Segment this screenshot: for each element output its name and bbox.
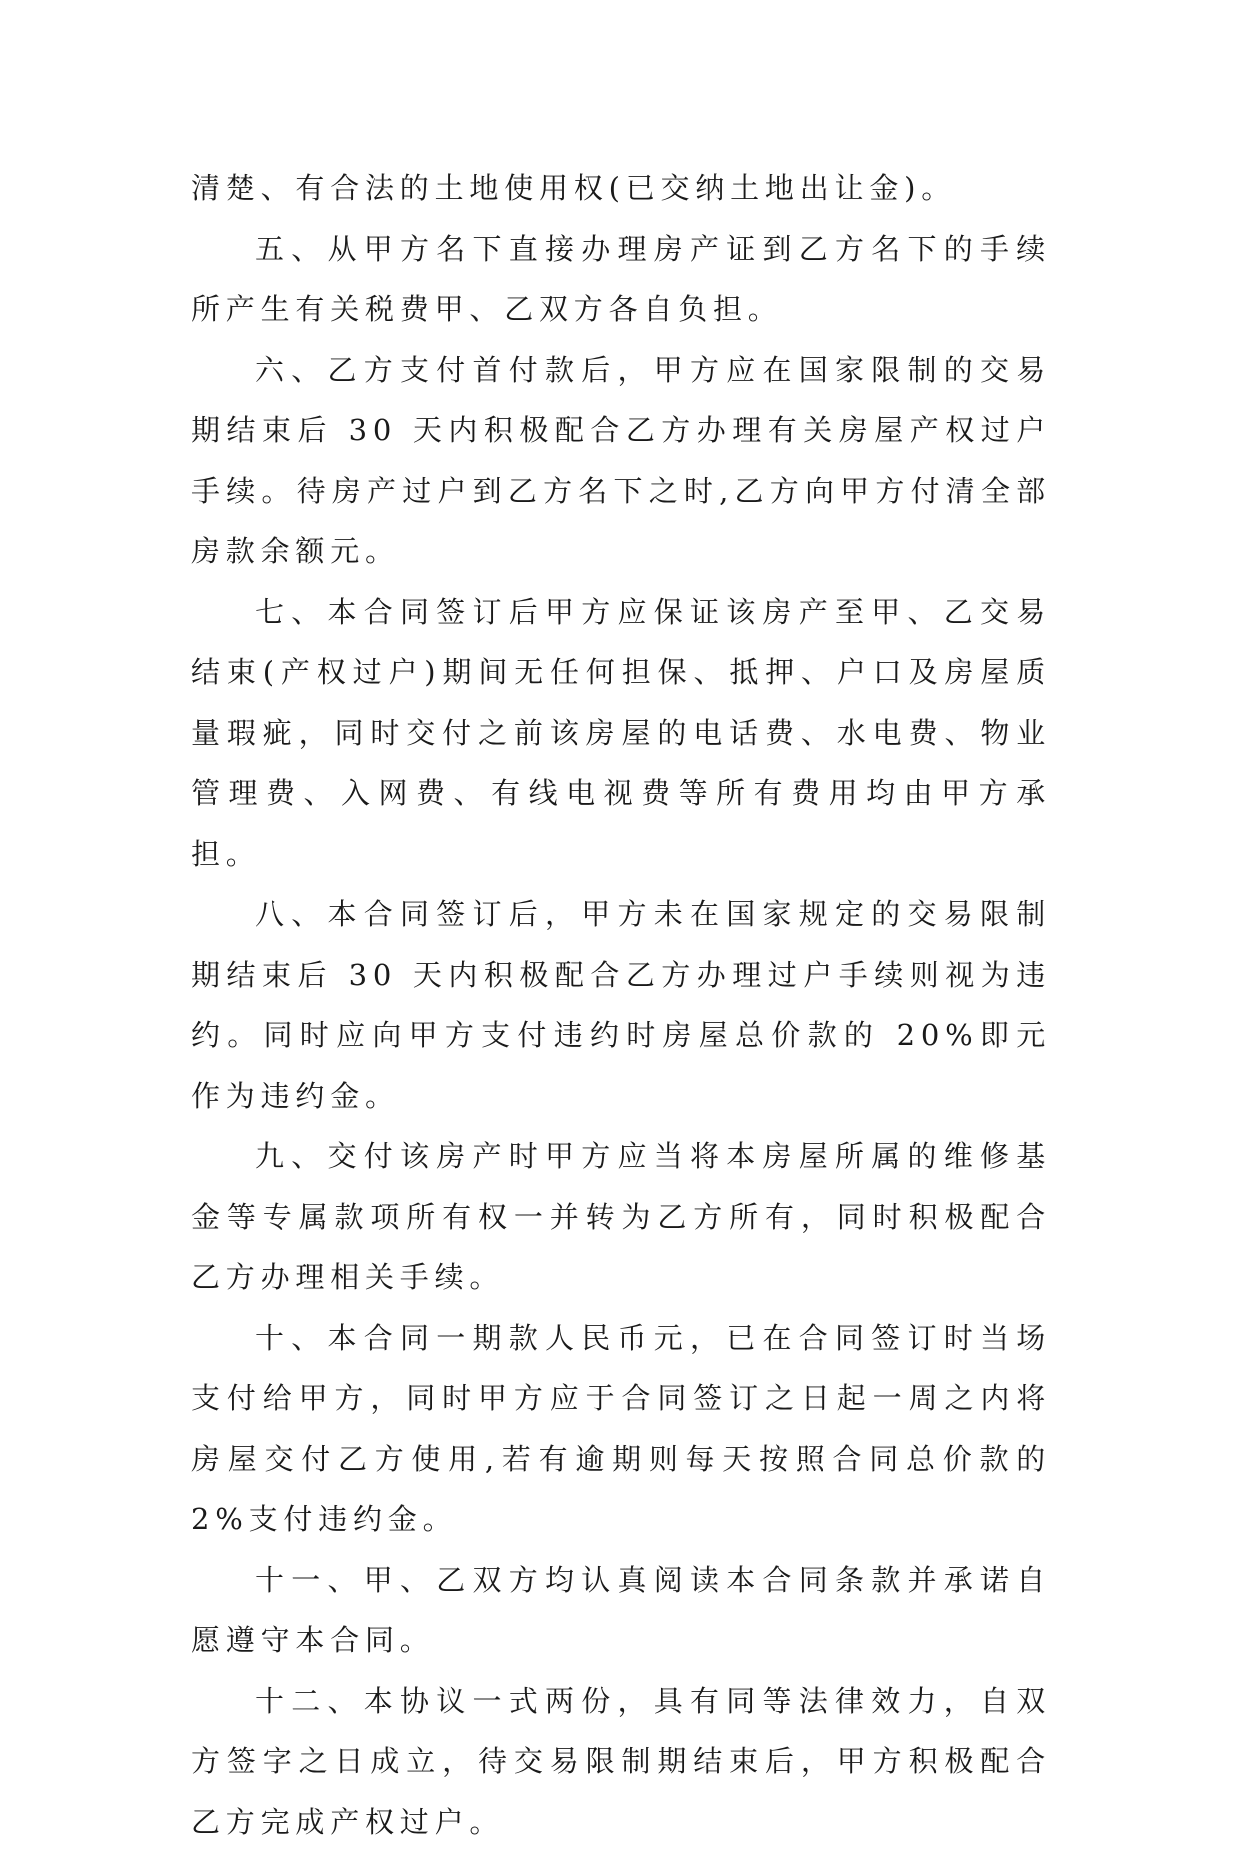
paragraph-clause-12: 十二、本协议一式两份，具有同等法律效力，自双方签字之日成立，待交易限制期结束后，甲方积极配合乙方完成产权过户。 (191, 1671, 1051, 1852)
paragraph-clause-11: 十一、甲、乙双方均认真阅读本合同条款并承诺自愿遵守本合同。 (191, 1550, 1051, 1671)
paragraph-clause-9: 九、交付该房产时甲方应当将本房屋所属的维修基金等专属款项所有权一并转为乙方所有，同时积极配合乙方办理相关手续。 (191, 1126, 1051, 1308)
document-body (191, 158, 1051, 1852)
paragraph-clause-7: 七、本合同签订后甲方应保证该房产至甲、乙交易结束(产权过户)期间无任何担保、抵押、户口及房屋质量瑕疵，同时交付之前该房屋的电话费、水电费、物业管理费、入网费、有线电视费等所有费用均由甲方承担。 (191, 582, 1051, 885)
paragraph-land-rights: 清楚、有合法的土地使用权(已交纳土地出让金)。 (191, 158, 1051, 219)
paragraph-clause-6: 六、乙方支付首付款后，甲方应在国家限制的交易期结束后 30 天内积极配合乙方办理有关房屋产权过户手续。待房产过户到乙方名下之时,乙方向甲方付清全部房款余额元。 (191, 340, 1051, 582)
paragraph-clause-8: 八、本合同签订后，甲方未在国家规定的交易限制期结束后 30 天内积极配合乙方办理过户手续则视为违约。同时应向甲方支付违约时房屋总价款的 20%即元作为违约金。 (191, 884, 1051, 1126)
paragraph-clause-5: 五、从甲方名下直接办理房产证到乙方名下的手续所产生有关税费甲、乙双方各自负担。 (191, 219, 1051, 340)
paragraph-clause-10: 十、本合同一期款人民币元，已在合同签订时当场支付给甲方，同时甲方应于合同签订之日起一周之内将房屋交付乙方使用,若有逾期则每天按照合同总价款的 2%支付违约金。 (191, 1308, 1051, 1550)
